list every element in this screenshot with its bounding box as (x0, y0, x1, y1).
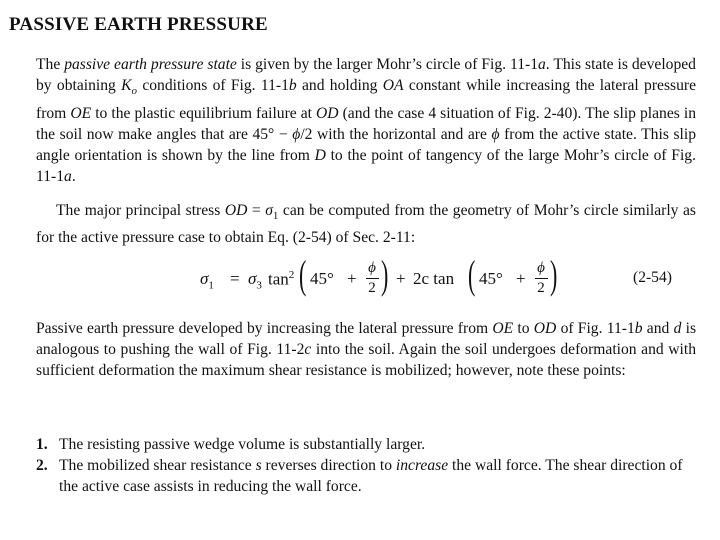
list-item-text: The mobilized shear resistance s reverses direction to increase the wall force. The shear direction of the active case assists in reducing the wall force. (59, 457, 683, 496)
paragraph-2: The major principal stress OD = $\sigma_1$ can be computed from the geometry of Mohr’s circle similarly as for the active pressure case to obtain Eq. (2-54) of Sec. 2-11: (36, 202, 696, 247)
list-item-text: The resisting passive wedge volume is substantially larger. (59, 436, 426, 453)
eq-left-paren-2: ( (467, 252, 476, 297)
eq-right-paren-2: ) (549, 252, 558, 297)
eq-angle-1: 45° (310, 269, 334, 288)
equation-number: (2-54) (633, 269, 672, 286)
eq-lhs: $\sigma_1$ (200, 269, 214, 292)
eq-second-term: 2c tan (413, 269, 455, 288)
eq-plus-2: + (396, 269, 406, 288)
list-item-1 (36, 434, 696, 455)
list-number: 1. (36, 436, 48, 453)
eq-right-paren-1: ) (380, 252, 389, 297)
eq-equals: = (230, 269, 240, 288)
eq-fraction-2: ϕ 2 (534, 260, 548, 297)
paragraph-1: The passive earth pressure state is given by the larger Mohr’s circle of Fig. 11-1a. This state is developed by obtaining $K_o$ conditions of Fig. 11-1b and holding OA constant while increasing the lateral pressure from OE to the plastic equilibrium failure at OD (and the case 4 situation of Fig. 2-40). The slip planes in the soil now make angles that are 45° − ϕ/2 with the horizontal and are ϕ from the active state. This slip angle orientation is shown by the line from D to the point of tangency of the large Mohr’s circle of Fig. 11-1a. (36, 56, 697, 186)
eq-left-paren-1: ( (298, 252, 307, 297)
section-heading: PASSIVE EARTH PRESSURE (9, 14, 268, 35)
points-list (36, 434, 696, 498)
eq-angle-2: 45° (479, 269, 503, 288)
list-item-2 (36, 455, 696, 497)
eq-fraction-1: ϕ 2 (365, 260, 379, 297)
equation-2-54 (200, 249, 690, 309)
eq-tan-squared: $\tan^2$ (268, 269, 295, 289)
eq-plus-1: + (347, 269, 357, 288)
paragraph-3: Passive earth pressure developed by increasing the lateral pressure from OE to OD of Fig. 11-1b and d is analogous to pushing the wall of Fig. 11-2c into the soil. Again the soil undergoes deformation and with sufficient deformation the maximum shear resistance is mobilized; however, note these points: (36, 320, 697, 380)
eq-sigma3: $\sigma_3$ (248, 269, 262, 292)
eq-plus-3: + (516, 269, 526, 288)
list-number: 2. (36, 457, 48, 475)
